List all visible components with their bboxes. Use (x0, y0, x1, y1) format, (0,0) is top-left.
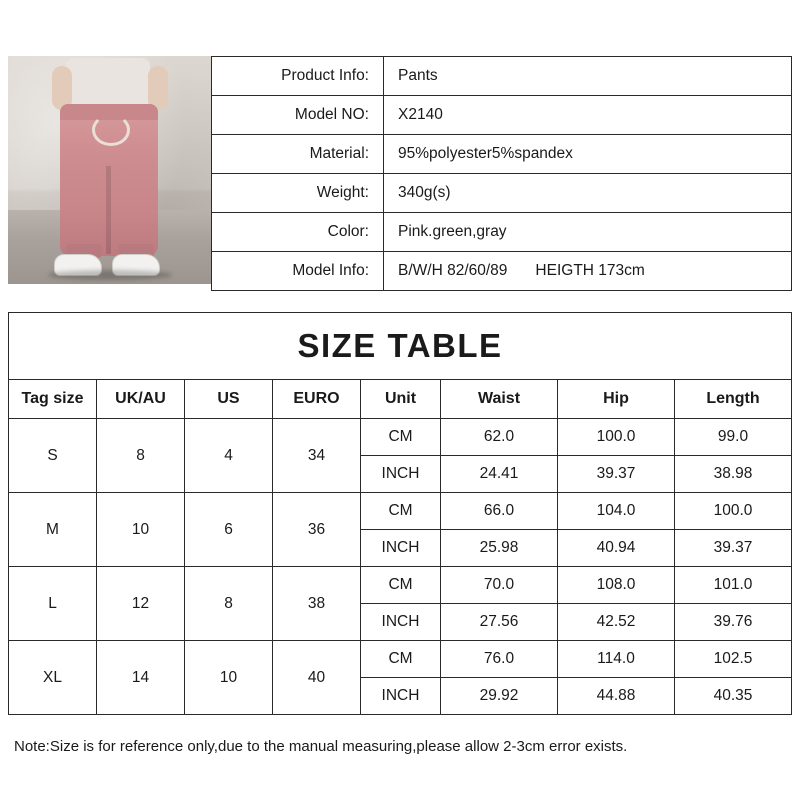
cell-uk-au: 12 (97, 567, 185, 641)
table-row (212, 96, 792, 135)
model-info-height: HEIGTH 173cm (535, 262, 645, 279)
header-waist: Waist (441, 380, 558, 419)
photo-shadow (48, 270, 172, 280)
cell-waist-inch: 27.56 (441, 604, 558, 641)
cell-length-cm: 99.0 (675, 419, 792, 456)
cell-uk-au: 14 (97, 641, 185, 715)
header-uk-au: UK/AU (97, 380, 185, 419)
header-unit: Unit (361, 380, 441, 419)
weight-value: 340g(s) (384, 174, 792, 213)
size-table-section (8, 312, 792, 715)
cell-uk-au: 10 (97, 493, 185, 567)
cell-hip-inch: 42.52 (558, 604, 675, 641)
cell-tag-size: L (9, 567, 97, 641)
cell-uk-au: 8 (97, 419, 185, 493)
cell-waist-inch: 24.41 (441, 456, 558, 493)
size-table-header-row (9, 380, 792, 419)
cell-euro: 34 (273, 419, 361, 493)
material-value: 95%polyester5%spandex (384, 135, 792, 174)
header-length: Length (675, 380, 792, 419)
table-row (9, 567, 792, 604)
cell-waist-inch: 25.98 (441, 530, 558, 567)
size-table-title-row (8, 312, 792, 379)
header-hip: Hip (558, 380, 675, 419)
cell-hip-inch: 44.88 (558, 678, 675, 715)
cell-unit-cm: CM (361, 419, 441, 456)
model-no-value: X2140 (384, 96, 792, 135)
cell-hip-cm: 114.0 (558, 641, 675, 678)
cell-length-cm: 101.0 (675, 567, 792, 604)
pants-drawstring (92, 114, 130, 146)
table-row (212, 57, 792, 96)
cell-unit-inch: INCH (361, 530, 441, 567)
table-row (212, 252, 792, 291)
cell-unit-cm: CM (361, 567, 441, 604)
color-value: Pink.green,gray (384, 213, 792, 252)
cell-hip-cm: 100.0 (558, 419, 675, 456)
cell-waist-cm: 66.0 (441, 493, 558, 530)
color-label: Color: (212, 213, 384, 252)
table-row (9, 641, 792, 678)
cell-euro: 38 (273, 567, 361, 641)
cell-us: 10 (185, 641, 273, 715)
material-label: Material: (212, 135, 384, 174)
table-row (9, 419, 792, 456)
cell-unit-inch: INCH (361, 456, 441, 493)
cell-waist-inch: 29.92 (441, 678, 558, 715)
cell-tag-size: XL (9, 641, 97, 715)
cell-hip-cm: 108.0 (558, 567, 675, 604)
cell-tag-size: M (9, 493, 97, 567)
cell-hip-inch: 40.94 (558, 530, 675, 567)
table-row (212, 135, 792, 174)
cell-unit-inch: INCH (361, 604, 441, 641)
cell-length-cm: 100.0 (675, 493, 792, 530)
page-title: SIZE TABLE (297, 327, 503, 364)
header-euro: EURO (273, 380, 361, 419)
header-tag-size: Tag size (9, 380, 97, 419)
weight-label: Weight: (212, 174, 384, 213)
cell-length-cm: 102.5 (675, 641, 792, 678)
product-info-table (211, 56, 792, 291)
cell-unit-cm: CM (361, 493, 441, 530)
cell-us: 6 (185, 493, 273, 567)
header-us: US (185, 380, 273, 419)
product-info-label: Product Info: (212, 57, 384, 96)
cell-us: 4 (185, 419, 273, 493)
model-info-value (384, 252, 792, 291)
cell-euro: 36 (273, 493, 361, 567)
cell-hip-cm: 104.0 (558, 493, 675, 530)
cell-waist-cm: 62.0 (441, 419, 558, 456)
model-no-label: Model NO: (212, 96, 384, 135)
size-table (8, 379, 792, 715)
model-info-bwh: B/W/H 82/60/89 (398, 262, 508, 279)
cell-unit-inch: INCH (361, 678, 441, 715)
cell-length-inch: 38.98 (675, 456, 792, 493)
cell-tag-size: S (9, 419, 97, 493)
cell-us: 8 (185, 567, 273, 641)
cell-length-inch: 40.35 (675, 678, 792, 715)
cell-length-inch: 39.76 (675, 604, 792, 641)
size-note: Note:Size is for reference only,due to the manual measuring,please allow 2-3cm error exists. (14, 738, 628, 755)
cell-length-inch: 39.37 (675, 530, 792, 567)
product-photo (8, 56, 211, 284)
cell-unit-cm: CM (361, 641, 441, 678)
product-info-value: Pants (384, 57, 792, 96)
table-row (9, 493, 792, 530)
model-info-label: Model Info: (212, 252, 384, 291)
cell-waist-cm: 76.0 (441, 641, 558, 678)
cell-euro: 40 (273, 641, 361, 715)
cell-waist-cm: 70.0 (441, 567, 558, 604)
product-summary-section (8, 56, 792, 284)
cell-hip-inch: 39.37 (558, 456, 675, 493)
table-row (212, 174, 792, 213)
table-row (212, 213, 792, 252)
